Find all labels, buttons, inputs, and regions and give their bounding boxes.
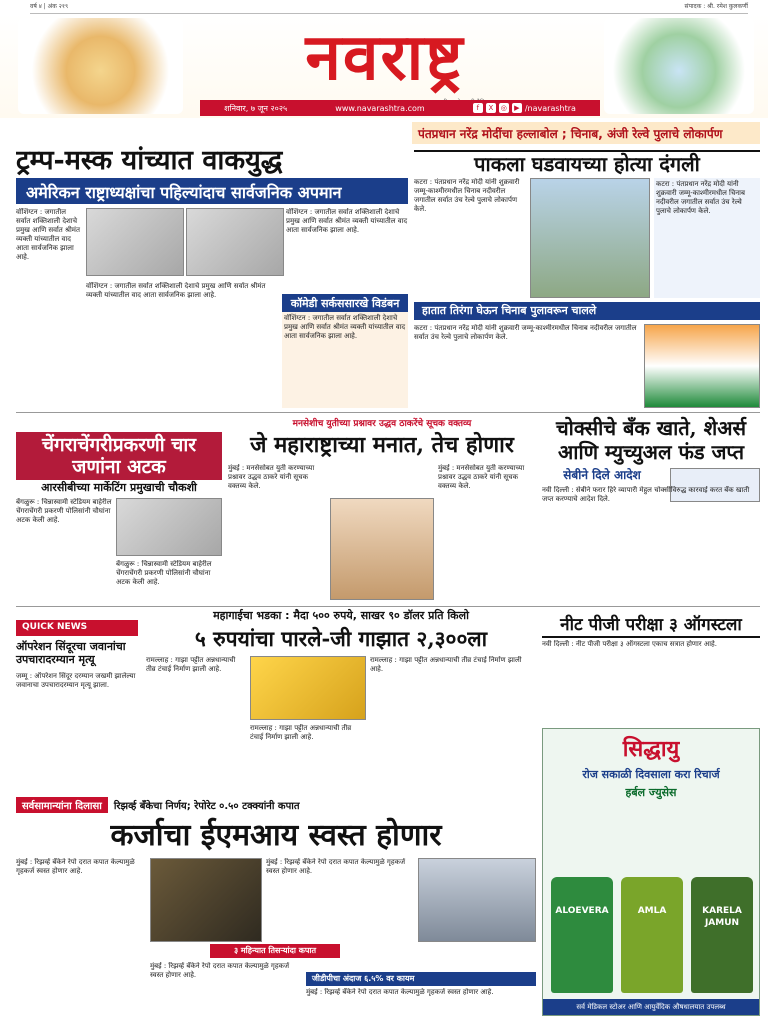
emi-body: मुंबई : रिझर्व्ह बँकेने रेपो दरात कपात केल्यामुळे गृहकर्ज स्वस्त होणार आहे. [16,858,135,875]
bridge-photo [530,178,650,298]
ad-tagline: रोज सकाळी दिवसाला करा रिचार्ज [582,768,720,781]
lead-body-3: वॉशिंग्टन : जगातील सर्वात शक्तिशाली देशाचे प्रमुख आणि सर्वात श्रीमंत व्यक्ती यांच्यातील वाद आता सार्वजनिक झाला आहे. [286,208,408,234]
festival-illustration-right [604,18,754,114]
quick-news-label: QUICK NEWS [16,620,138,636]
ad-subtitle: हर्बल ज्युसेस [625,786,677,799]
rcb-photo [116,498,222,556]
gaza-headline: ५ रुपयांचा पारले-जी गाझात २,३००ला [194,626,488,651]
ticker-headline: पंतप्रधान नरेंद्र मोदींचा हल्लाबोल ; चिनाब, अंजी रेल्वे पुलाचे लोकार्पण [412,122,760,144]
lead-subhead: अमेरिकन राष्ट्राध्यक्षांचा पहिल्यांदाच सार्वजनिक अपमान [16,178,408,204]
repo-kicker-text: रिझर्व्ह बँकेचा निर्णय; रेपोरेट ०.५० टक्क्यांनी कपात [113,801,300,812]
meta-right: संपादक : श्री. रमेश कुलकर्णी [684,3,748,10]
gaza-body-2: रामल्लाह : गाझा पट्टीत अन्नधान्याची तीव्र टंचाई निर्माण झाली आहे. [250,724,352,741]
uddhav-body: मुंबई : मनसेसोबत युती करण्याच्या प्रश्नावर उद्धव ठाकरे यांनी सूचक वक्तव्य केले. [228,464,315,490]
rbi-photo [150,858,262,942]
choksi-body: नवी दिल्ली : सेबीने फरार हिरे व्यापारी मेहुल चोक्सीविरुद्ध कारवाई करत बँक खाती जप्त करण्याचे आदेश दिले. [542,486,750,503]
siddhayu-advertisement[interactable] [542,728,760,1016]
section-divider-2 [16,606,760,607]
uddhav-body-2: मुंबई : मनसेसोबत युती करण्याच्या प्रश्नावर उद्धव ठाकरे यांनी सूचक वक्तव्य केले. [438,464,525,490]
stampede-headline: चेंगराचेंगरीप्रकरणी चार जणांना अटक [16,432,222,480]
bridge-facts: कटरा : पंतप्रधान नरेंद्र मोदी यांनी शुक्रवारी जम्मू-काश्मीरमधील चिनाब नदीवरील जगातील सर्वात उंच रेल्वे पुलाचे लोकार्पण केले. [654,178,760,298]
youtube-icon[interactable]: ▶ [512,103,522,113]
gaza-body: रामल्लाह : गाझा पट्टीत अन्नधान्याची तीव्र टंचाई निर्माण झाली आहे. [146,656,236,673]
meta-left: वर्ष ४ | अंक २१९ [30,3,69,10]
ad-brand: सिद्धायु [622,736,680,762]
section-divider [16,412,760,413]
gaza-kicker: महागाईचा भडका : मैदा ५०० रुपये, साखर ९० डॉलर प्रति किलो [213,609,469,622]
neet-headline: नीट पीजी परीक्षा ३ ऑगस्टला [542,614,760,638]
karela-bottle: KARELA JAMUN [691,877,753,993]
quick-news-body: जम्मू : ऑपरेशन सिंदूर दरम्यान जखमी झालेल्या जवानाचा उपचारादरम्यान मृत्यू झाला. [16,672,136,689]
modi-caption: हातात तिरंगा घेऊन चिनाब पुलावरून चालले [414,302,760,320]
repo-kicker [16,796,536,814]
comedy-box-title: कॉमेडी सर्कससारखे विडंबन [282,294,408,313]
dateline-bar [200,100,600,116]
ad-footer: सर्व मेडिकल स्टोअर आणि आयुर्वेदिक औषधालयात उपलब्ध [543,999,759,1015]
quick-news-headline: ऑपरेशन सिंदूरचा जवानांचा उपचारादरम्यान मृत्यू [16,640,126,666]
gdp-body: मुंबई : रिझर्व्ह बँकेने रेपो दरात कपात केल्यामुळे गृहकर्ज स्वस्त होणार आहे. [306,988,494,996]
cut-box-title: ३ महिन्यात तिसऱ्यांदा कपात [210,944,340,958]
instagram-icon[interactable]: ◎ [500,104,507,112]
emi-body-2: मुंबई : रिझर्व्ह बँकेने रेपो दरात कपात केल्यामुळे गृहकर्ज स्वस्त होणार आहे. [150,962,290,979]
second-body-2: कटरा : पंतप्रधान नरेंद्र मोदी यांनी शुक्रवारी जम्मू-काश्मीरमधील चिनाब नदीवरील जगातील सर्वात उंच रेल्वे पुलाचे लोकार्पण केले. [414,324,637,341]
uddhav-headline: जे महाराष्ट्राच्या मनात, तेच होणार [250,432,514,458]
stampede-body: बेंगळुरू : चिन्नास्वामी स्टेडियम बाहेरील चेंगराचेंगरी प्रकरणी पोलिसांनी चौघांना अटक केली आहे. [16,498,112,524]
uddhav-photo [330,498,434,600]
social-handle: /navarashtra [524,103,576,113]
issue-date: शनिवार, ७ जून २०२५ [224,103,288,113]
stampede-subhead: आरसीबीच्या मार्केटिंग प्रमुखाची चौकशी [41,481,197,494]
newspaper-logo[interactable]: नवराष्ट्र [305,20,465,95]
festival-illustration-left [18,18,183,114]
sebi-subhead: सेबीने दिले आदेश [563,468,641,482]
repo-kicker-tag: सर्वसामान्यांना दिलासा [16,797,108,813]
uddhav-kicker: मनसेशीच युतीच्या प्रश्नावर उद्धव ठाकरेंचे सूचक वक्तव्य [292,419,472,429]
gaza-body-3: रामल्लाह : गाझा पट्टीत अन्नधान्याची तीव्र टंचाई निर्माण झाली आहे. [370,656,522,673]
second-body: कटरा : पंतप्रधान नरेंद्र मोदी यांनी शुक्रवारी जम्मू-काश्मीरमधील चिनाब नदीवरील जगातील सर्वात उंच रेल्वे पुलाचे लोकार्पण केले. [414,178,520,213]
header-meta [30,2,748,14]
lead-headline: ट्रम्प-मस्क यांच्यात वाकयुद्ध [16,145,283,176]
parle-g-photo [250,656,366,720]
second-headline: पाकला घडवायच्या होत्या दंगली [414,150,760,174]
aloevera-bottle: ALOEVERA [551,877,613,993]
modi-photo [644,324,760,408]
amla-bottle: AMLA [621,877,683,993]
emi-body-3: मुंबई : रिझर्व्ह बँकेने रेपो दरात कपात केल्यामुळे गृहकर्ज स्वस्त होणार आहे. [266,858,406,875]
choksi-headline: चोक्सीचे बँक खाते, शेअर्स आणि म्युच्युअल फंड जप्त [555,416,747,464]
stampede-body-2: बेंगळुरू : चिन्नास्वामी स्टेडियम बाहेरील चेंगराचेंगरी प्रकरणी पोलिसांनी चौघांना अटक केली आहे. [116,560,212,586]
governor-photo [418,858,536,942]
neet-body: नवी दिल्ली : नीट पीजी परीक्षा ३ ऑगस्टला एकाच सत्रात होणार आहे. [542,640,717,648]
website-link[interactable]: www.navarashtra.com [335,103,425,113]
musk-photo [186,208,284,276]
trump-photo [86,208,184,276]
gdp-box-title: जीडीपीचा अंदाज ६.५% वर कायम [306,972,536,986]
lead-body-2: वॉशिंग्टन : जगातील सर्वात शक्तिशाली देशाचे प्रमुख आणि सर्वात श्रीमंत व्यक्ती यांच्यातील वाद आता सार्वजनिक झाला आहे. [86,282,266,299]
x-icon[interactable]: X [486,103,496,113]
social-links [473,103,576,113]
lead-body: वॉशिंग्टन : जगातील सर्वात शक्तिशाली देशाचे प्रमुख आणि सर्वात श्रीमंत व्यक्ती यांच्यातील वाद आता सार्वजनिक झाला आहे. [16,208,80,261]
facebook-icon[interactable]: f [473,103,483,113]
emi-headline: कर्जाचा ईएमआय स्वस्त होणार [110,818,442,853]
comedy-box-body: वॉशिंग्टन : जगातील सर्वात शक्तिशाली देशाचे प्रमुख आणि सर्वात श्रीमंत व्यक्ती यांच्यातील वाद आता सार्वजनिक झाला आहे. [282,312,408,408]
